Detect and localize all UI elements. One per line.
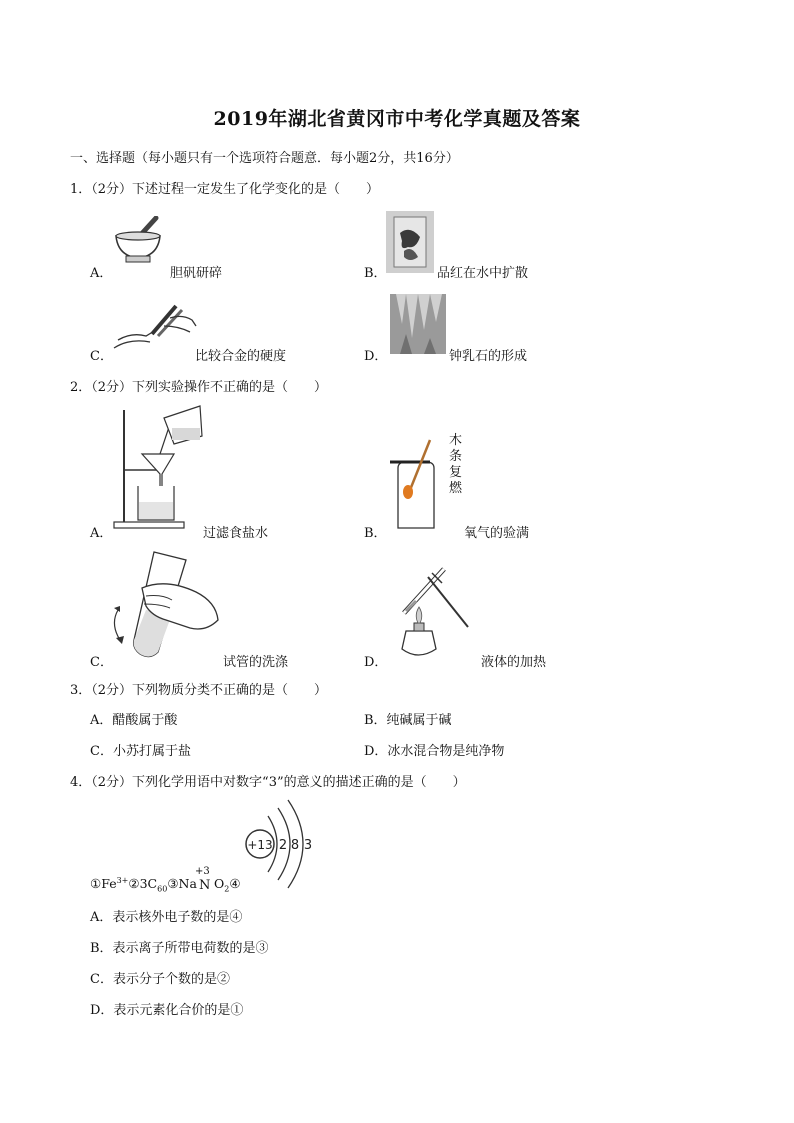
- q1-option-a-text: 胆矾研碎: [170, 266, 223, 281]
- q4-option-c: C．表示分子个数的是②: [90, 972, 230, 987]
- q1-option-d-letter: D．: [364, 349, 388, 364]
- mortar-pestle-figure: [112, 216, 164, 268]
- atom-shell-3-count: 3: [303, 838, 313, 853]
- q2-option-c-text: 试管的洗涤: [223, 655, 289, 670]
- oxygen-test-figure: [386, 436, 446, 532]
- q1-option-b-text: 品红在水中扩散: [437, 266, 529, 281]
- atom-nucleus-label: +13: [247, 838, 273, 852]
- q2-option-c-letter: C．: [90, 655, 113, 670]
- oxygen-molecule-formula: $O_2④$: [214, 876, 241, 894]
- q4-formula-line: $①Fe^{3+}②3C_{60}③Na$: [90, 876, 197, 894]
- aluminum-atom-structure-diagram: [240, 794, 330, 890]
- q2-option-d-text: 液体的加热: [481, 655, 547, 670]
- q3-stem: 3．（2分）下列物质分类不正确的是（ ）: [70, 683, 328, 698]
- q1-option-b-letter: B．: [364, 266, 387, 281]
- q4-option-a: A．表示核外电子数的是④: [90, 910, 243, 925]
- stalactite-photo: [390, 294, 446, 354]
- test-tube-washing-figure: [106, 548, 220, 660]
- q3-option-b: B．纯碱属于碱: [364, 713, 452, 728]
- atom-shell-1-count: 2: [278, 838, 288, 853]
- q1-option-a-letter: A．: [90, 266, 113, 281]
- filtration-apparatus-figure: [112, 404, 204, 530]
- q2-option-a-letter: A．: [90, 526, 113, 541]
- q1-option-c-text: 比较合金的硬度: [195, 349, 287, 364]
- q2-stem: 2．（2分）下列实验操作不正确的是（ ）: [70, 380, 328, 395]
- nitrogen-symbol: N: [199, 878, 211, 893]
- wood-splint-label: 木 条 复 燃: [449, 433, 463, 496]
- q2-option-b-text: 氧气的验满: [464, 526, 530, 541]
- q4-option-d: D．表示元素化合价的是①: [90, 1003, 244, 1018]
- alloy-hardness-figure: [112, 296, 198, 356]
- q1-option-c-letter: C．: [90, 349, 113, 364]
- section-heading: 一、选择题（每小题只有一个选项符合题意．每小题2分，共16分）: [70, 151, 459, 166]
- q3-option-d: D．冰水混合物是纯净物: [364, 744, 505, 759]
- liquid-heating-figure: [384, 565, 474, 661]
- dye-diffusion-photo: [386, 211, 434, 273]
- q2-option-d-letter: D．: [364, 655, 388, 670]
- q3-option-c: C．小苏打属于盐: [90, 744, 191, 759]
- q1-option-d-text: 钟乳石的形成: [449, 349, 528, 364]
- q4-option-b: B．表示离子所带电荷数的是③: [90, 941, 269, 956]
- valence-mark: +3: [195, 866, 210, 877]
- q4-stem: 4．（2分）下列化学用语中对数字“3”的意义的描述正确的是（ ）: [70, 775, 466, 790]
- q1-stem: 1．（2分）下述过程一定发生了化学变化的是（ ）: [70, 182, 380, 197]
- q2-option-b-letter: B．: [364, 526, 387, 541]
- page-title: 2019年湖北省黄冈市中考化学真题及答案: [213, 108, 581, 130]
- q2-option-a-text: 过滤食盐水: [203, 526, 269, 541]
- q3-option-a: A．醋酸属于酸: [90, 713, 178, 728]
- atom-shell-2-count: 8: [290, 838, 300, 853]
